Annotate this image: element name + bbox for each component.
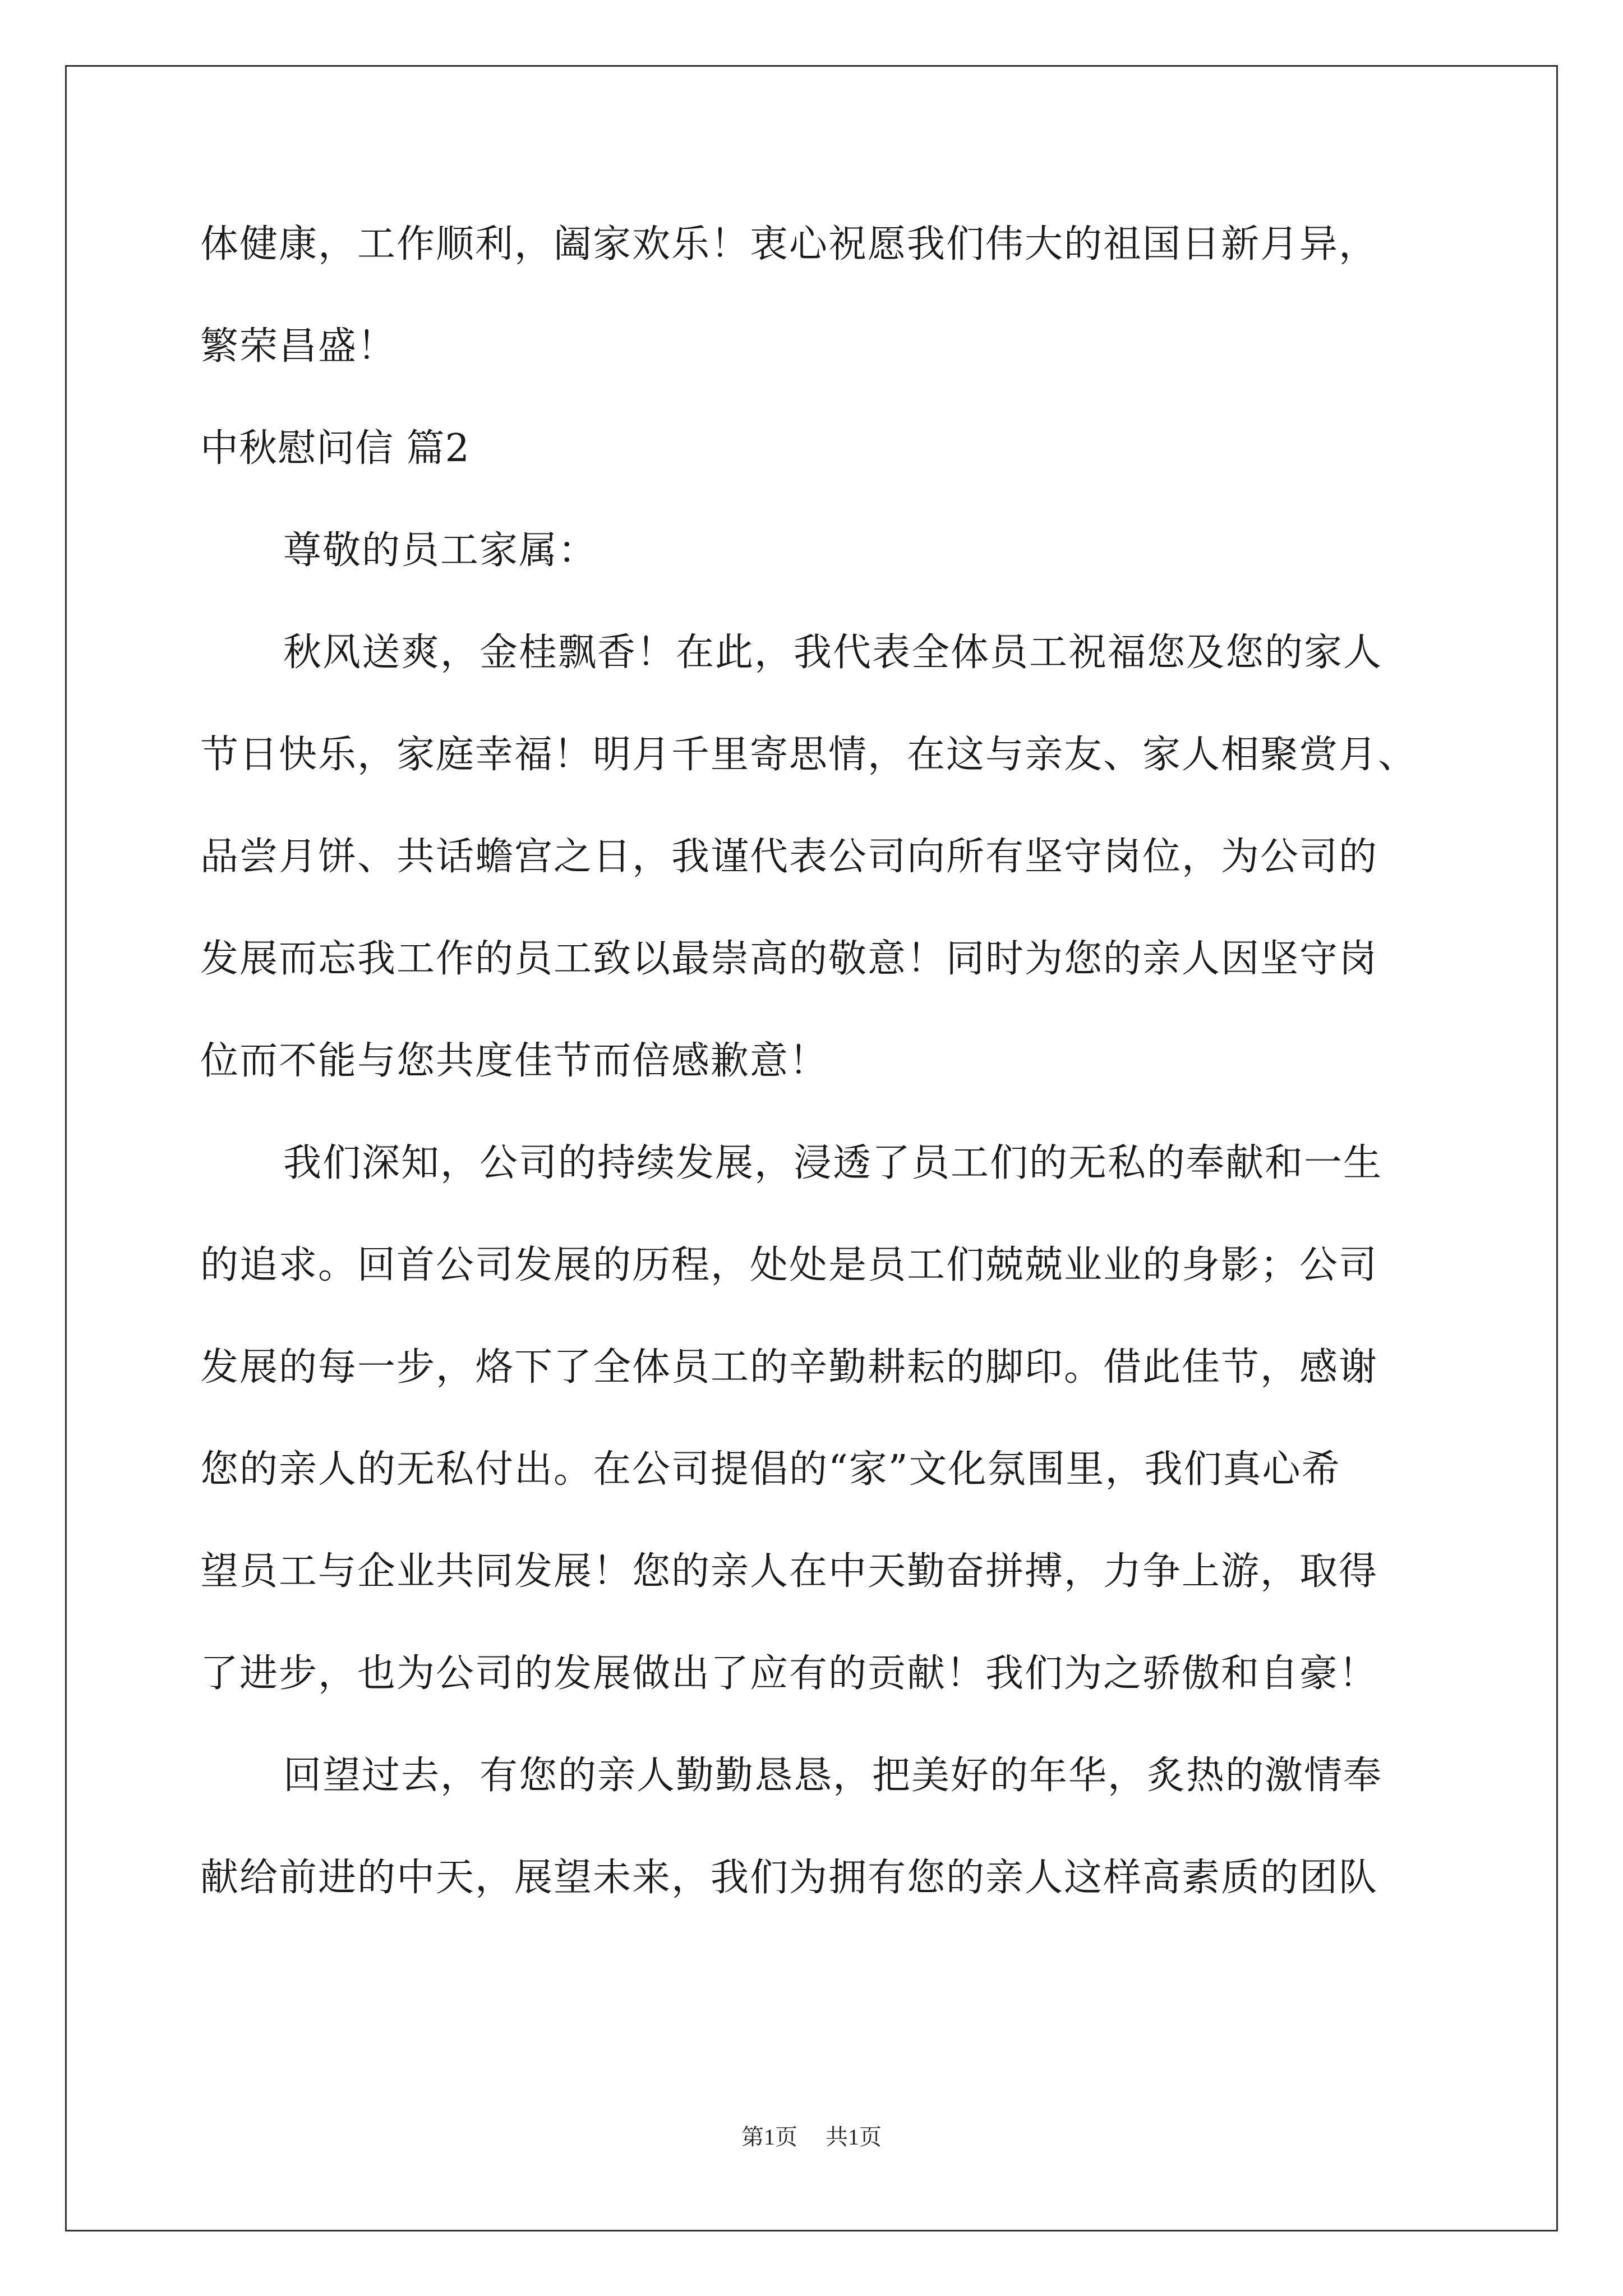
page-total: 共1页 <box>826 2124 882 2150</box>
section-heading: 中秋慰问信 篇2 <box>200 426 470 471</box>
body-line: 发展而忘我工作的员工致以最崇高的敬意！同时为您的亲人因坚守岗 <box>200 937 1378 981</box>
body-line: 望员工与企业共同发展！您的亲人在中天勤奋拼搏，力争上游，取得 <box>200 1549 1378 1594</box>
paragraph-start: 秋风送爽，金桂飘香！在此，我代表全体员工祝福您及您的家人 <box>283 631 1383 675</box>
page-number: 第1页 <box>741 2124 797 2150</box>
body-line: 您的亲人的无私付出。在公司提倡的“家”文化氛围里，我们真心希 <box>200 1447 1341 1492</box>
body-line: 献给前进的中天，展望未来，我们为拥有您的亲人这样高素质的团队 <box>200 1856 1378 1900</box>
paragraph-start: 回望过去，有您的亲人勤勤恳恳，把美好的年华，炙热的激情奉 <box>283 1754 1383 1798</box>
body-line: 了进步，也为公司的发展做出了应有的贡献！我们为之骄傲和自豪！ <box>200 1651 1378 1696</box>
body-line: 体健康，工作顺利，阖家欢乐！衷心祝愿我们伟大的祖国日新月异， <box>200 222 1378 266</box>
body-line: 繁荣昌盛！ <box>200 324 397 369</box>
page-footer <box>0 2123 1623 2151</box>
paragraph-start: 我们深知，公司的持续发展，浸透了员工们的无私的奉献和一生 <box>283 1141 1383 1185</box>
body-line: 发展的每一步，烙下了全体员工的辛勤耕耘的脚印。借此佳节，感谢 <box>200 1345 1378 1389</box>
body-line: 节日快乐，家庭幸福！明月千里寄思情，在这与亲友、家人相聚赏月、 <box>200 733 1418 777</box>
document-body <box>200 194 1484 1929</box>
body-line: 品尝月饼、共话蟾宫之日，我谨代表公司向所有坚守岗位，为公司的 <box>200 835 1378 879</box>
body-line: 位而不能与您共度佳节而倍感歉意！ <box>200 1039 829 1083</box>
salutation: 尊敬的员工家属： <box>283 528 598 573</box>
body-line: 的追求。回首公司发展的历程，处处是员工们兢兢业业的身影；公司 <box>200 1243 1378 1287</box>
